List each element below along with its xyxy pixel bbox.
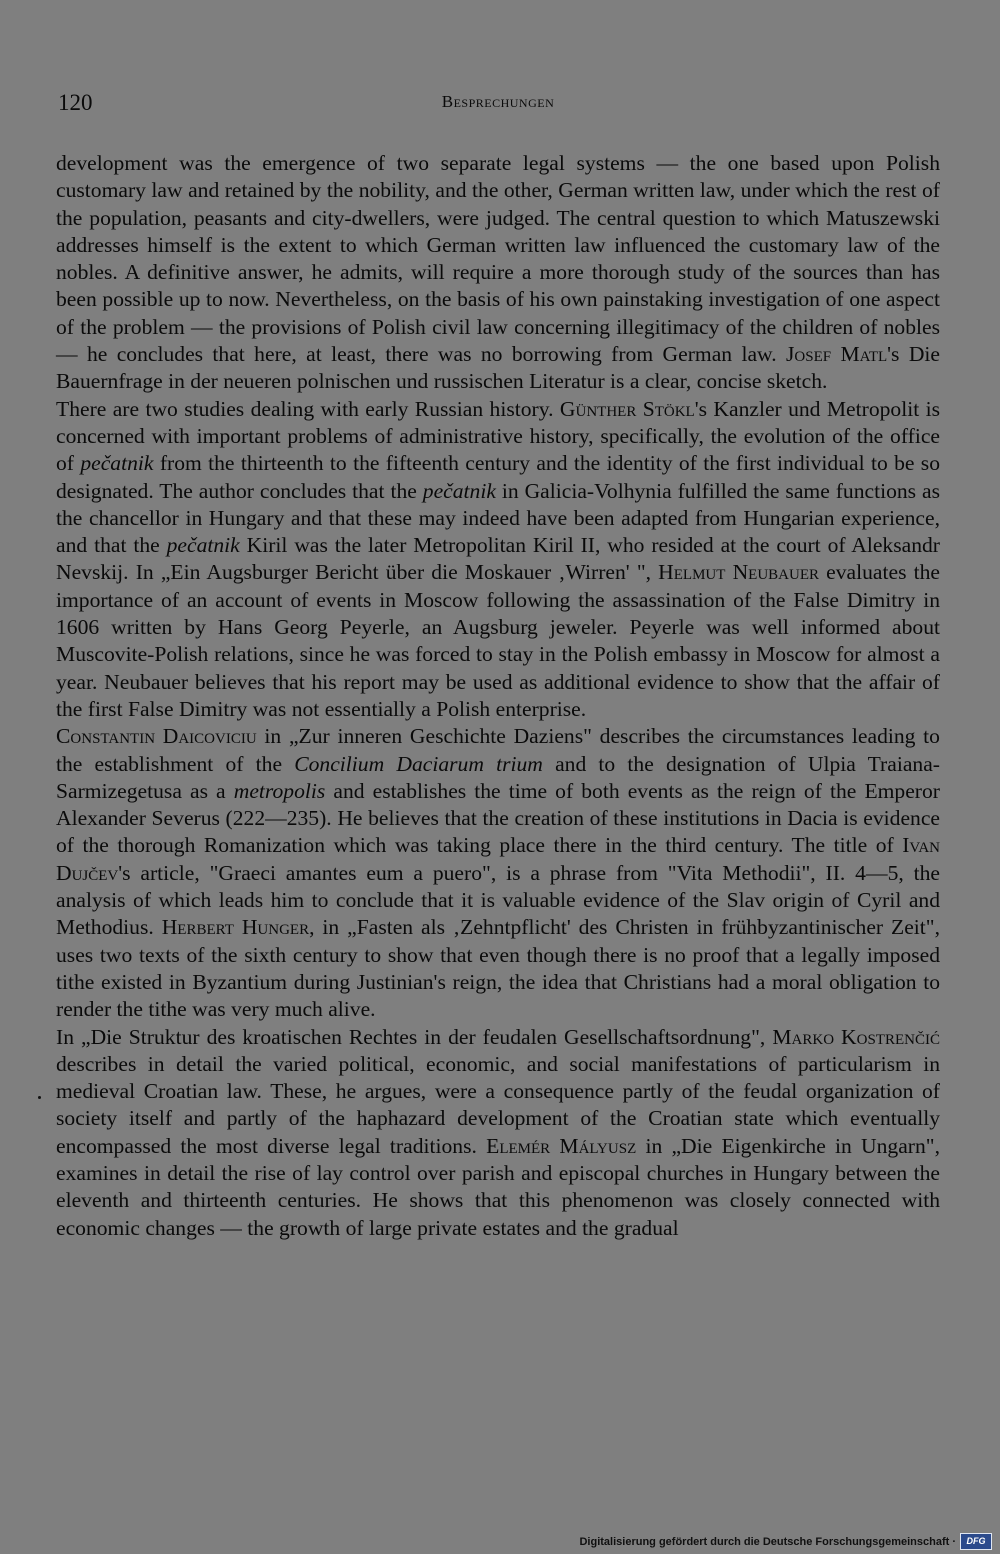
author-name: Elemér Mályusz xyxy=(486,1133,637,1158)
italic-term: Concilium Daciarum trium xyxy=(294,751,543,776)
running-head: Besprechungen xyxy=(441,92,555,111)
page-number: 120 xyxy=(58,90,93,115)
text-run: , in „Fasten als ‚Zehntpflicht' des Christen in frühbyzantinischer Zeit", uses two texts of the sixth century to show that even though there is no proof that a legally imposed tithe existed in Byzantium during Justinian's reign, the idea that Christians had a moral obligation to render the tithe was very much alive. xyxy=(56,915,941,1022)
dfg-logo-icon: DFG xyxy=(960,1533,992,1550)
italic-term: pečatnik xyxy=(422,478,496,503)
text-run: Kiril was the later Metropolitan Kiril II, who resided at the court of Aleksandr Nevskij. In „Ein Augsburger Bericht über die Moskauer ‚Wirren' ", xyxy=(56,533,940,585)
author-name: Constantin Daicoviciu xyxy=(56,724,257,749)
author-name: Helmut Neubauer xyxy=(658,560,819,585)
text-run: 's Kanzler und Metropolit is concerned with important problems of administrative history, specifically, the evolution of the office of xyxy=(56,396,940,476)
italic-term: metropolis xyxy=(233,778,326,803)
paragraph xyxy=(56,150,940,396)
text-run: from the thirteenth to the fifteenth century and the identity of the first individual to be so designated. The author concludes that the xyxy=(56,451,940,503)
paragraph xyxy=(56,723,940,1023)
text-run: in „Zur inneren Geschichte Daziens" describes the circumstances leading to the establishment of the xyxy=(56,724,940,776)
author-name: Josef Matl xyxy=(786,342,888,367)
text-run: There are two studies dealing with early Russian history. xyxy=(56,396,560,421)
paragraph xyxy=(56,1024,940,1242)
text-run: 's Die Bauernfrage in der neueren polnischen und russischen Literatur is a clear, concise sketch. xyxy=(56,342,940,394)
text-run: in Galicia-Volhynia fulfilled the same functions as the chancellor in Hungary and that these may indeed have been adapted from Hungarian experience, and that the xyxy=(56,478,940,558)
author-name: Ivan Dujčev xyxy=(56,833,940,885)
text-run: in „Die Eigenkirche in Ungarn", examines in detail the rise of lay control over parish and episcopal churches in Hungary between the eleventh and thirteenth centuries. He shows that this phenomenon was closely connected with economic changes — the growth of large private estates and the gradual xyxy=(56,1133,940,1240)
text-run: development was the emergence of two separate legal systems — the one based upon Polish customary law and retained by the nobility, and the other, German written law, under which the rest of the population, peasants and city-dwellers, were judged. The central question to which Matuszewski addresses himself is the extent to which German written law influenced the customary law of the nobles. A definitive answer, he admits, will require a more thorough study of the sources than has been possible up to now. Nevertheless, on the basis of his own painstaking investigation of one aspect of the problem — the provisions of Polish civil law concerning illegitimacy of the children of nobles — he concludes that here, at least, there was no borrowing from German law. xyxy=(56,151,940,367)
text-run: 's article, "Graeci amantes eum a puero", is a phrase from "Vita Methodii", II. 4—5, the analysis of which leads him to conclude that it is valuable evidence of the Slav origin of Cyril and Methodius. xyxy=(56,860,940,940)
body-text xyxy=(56,150,940,1242)
paragraph xyxy=(56,396,940,724)
margin-mark xyxy=(38,1096,41,1099)
digitization-credit xyxy=(579,1536,956,1548)
author-name: Günther Stökl xyxy=(559,396,695,421)
text-run: and to the designation of Ulpia Traiana-Sarmizegetusa as a xyxy=(56,751,940,803)
credit-text: Digitalisierung gefördert durch die Deutsche Forschungsgemeinschaft · xyxy=(579,1536,956,1548)
text-run: and establishes the time of both events as the reign of the Emperor Alexander Severus (222—235). He believes that the creation of these institutions in Dacia is evidence of the thorough Romanization which was taking place there in the third century. The title of xyxy=(56,778,940,858)
italic-term: pečatnik xyxy=(166,533,240,558)
page-header xyxy=(56,90,940,124)
author-name: Marko Kostrenčić xyxy=(772,1024,940,1049)
text-run: In „Die Struktur des kroatischen Rechtes in der feudalen Gesellschaftsordnung", xyxy=(56,1024,773,1049)
italic-term: pečatnik xyxy=(80,451,154,476)
text-run: describes in detail the varied political, economic, and social manifestations of particularism in medieval Croatian law. These, he argues, were a consequence partly of the feudal organization of society itself and partly of the haphazard development of the Croatian state which eventually encompassed the most diverse legal traditions. xyxy=(56,1051,940,1158)
author-name: Herbert Hunger xyxy=(161,915,310,940)
text-run: evaluates the importance of an account of events in Moscow following the assassination of the False Dimitry in 1606 written by Hans Georg Peyerle, an Augsburg jeweler. Peyerle was well informed about Muscovite-Polish relations, since he was forced to stay in the Polish embassy in Moscow for almost a year. Neubauer believes that his report may be used as additional evidence to show that the affair of the first False Dimitry was not essentially a Polish enterprise. xyxy=(56,560,941,721)
